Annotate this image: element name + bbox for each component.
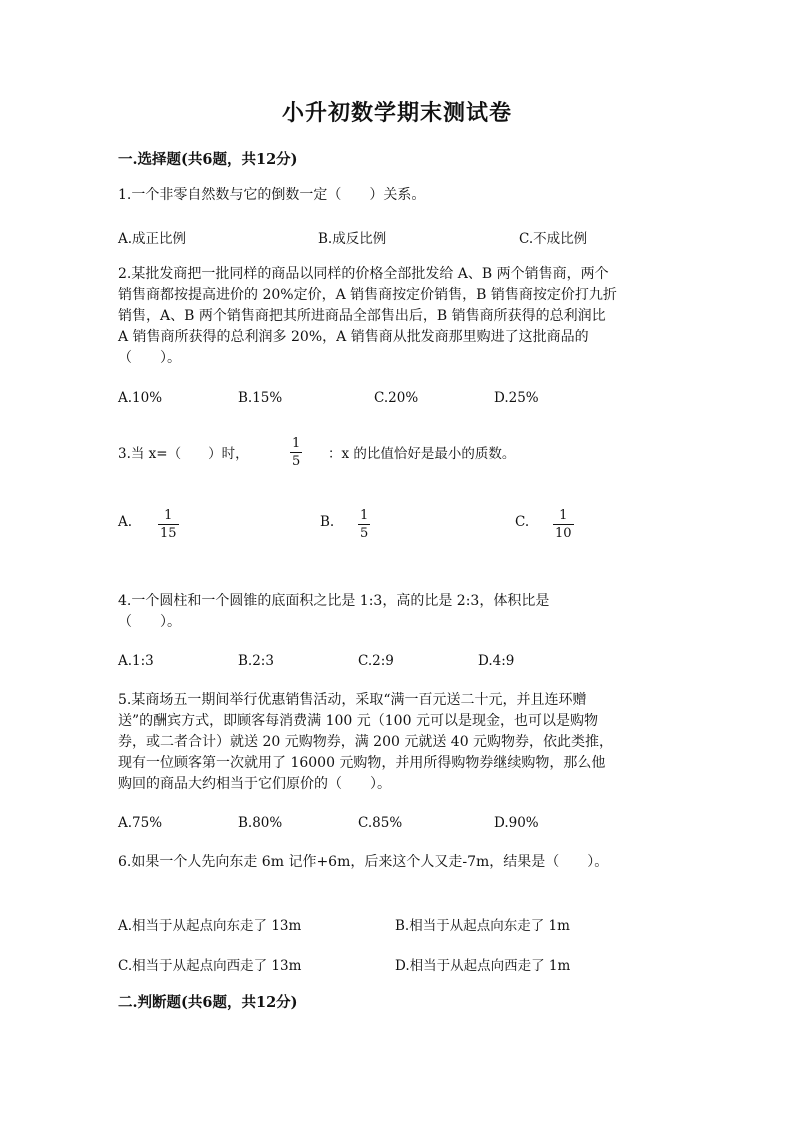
q1-option-a: A.成正比例 xyxy=(118,231,187,247)
q6-option-c: C.相当于从起点向西走了 13m xyxy=(118,958,302,974)
q4-option-c: C.2:9 xyxy=(358,653,394,669)
q4-option-b: B.2:3 xyxy=(238,653,274,669)
q6-option-a: A.相当于从起点向东走了 13m xyxy=(118,918,302,934)
q3-option-a-denominator: 15 xyxy=(160,526,177,541)
q5-option-c: C.85% xyxy=(358,815,403,831)
question-2-line: （ ）。 xyxy=(118,350,181,366)
fraction-bar xyxy=(358,524,370,525)
question-5-line: 现有一位顾客第一次就用了 16000 元购物，并用所得购物券继续购物，那么他 xyxy=(118,755,606,771)
q3-option-b-numerator: 1 xyxy=(360,508,369,523)
question-2-text xyxy=(118,264,678,369)
question-3-prefix: 3.当 x=（ ）时， xyxy=(118,446,249,462)
question-5-line: 购回的商品大约相当于它们原价的（ ）。 xyxy=(118,776,391,792)
question-5-line: 5.某商场五一期间举行优惠销售活动，采取“满一百元送二十元，并且连环赠 xyxy=(118,692,587,708)
q3-option-a-numerator: 1 xyxy=(164,508,173,523)
question-2-line: 销售商都按提高进价的 20%定价，A 销售商按定价销售，B 销售商按定价打九折 xyxy=(118,287,617,303)
q3-option-a-fraction xyxy=(158,508,179,541)
q5-option-d: D.90% xyxy=(494,815,539,831)
q1-option-c: C.不成比例 xyxy=(519,231,588,247)
q5-option-b: B.80% xyxy=(238,815,283,831)
page-title: 小升初数学期末测试卷 xyxy=(281,100,512,126)
fraction-bar xyxy=(553,524,574,525)
q2-option-d: D.25% xyxy=(494,390,539,406)
question-5-text xyxy=(118,690,678,795)
q6-option-b: B.相当于从起点向东走了 1m xyxy=(395,918,570,934)
q3-option-b-fraction xyxy=(358,508,370,541)
q3-option-a-label: A. xyxy=(118,514,133,530)
question-4-line: （ ）。 xyxy=(118,614,181,630)
question-2-line: A 销售商所获得的总利润多 20%，A 销售商从批发商那里购进了这批商品的 xyxy=(118,329,589,345)
q2-option-c: C.20% xyxy=(374,390,419,406)
q3-option-c-fraction xyxy=(553,508,574,541)
q3-option-c-numerator: 1 xyxy=(559,508,568,523)
q3-option-b-label: B. xyxy=(320,514,335,530)
question-4-text xyxy=(118,591,678,633)
q3-fraction xyxy=(290,436,302,469)
q6-option-d: D.相当于从起点向西走了 1m xyxy=(395,958,571,974)
q1-option-b: B.成反比例 xyxy=(318,231,387,247)
q2-option-a: A.10% xyxy=(118,390,163,406)
question-6-text: 6.如果一个人先向东走 6m 记作+6m，后来这个人又走-7m，结果是（ ）。 xyxy=(118,854,609,870)
q5-option-a: A.75% xyxy=(118,815,163,831)
q4-option-d: D.4:9 xyxy=(478,653,515,669)
question-5-line: 送”的酬宾方式，即顾客每消费满 100 元（100 元可以是现金，也可以是购物 xyxy=(118,713,598,729)
question-3-suffix: ：x 的比值恰好是最小的质数。 xyxy=(328,446,516,462)
q3-fraction-denominator: 5 xyxy=(292,454,301,469)
section-heading-choice: 一.选择题(共6题，共12分) xyxy=(118,151,298,168)
question-1-text: 1.一个非零自然数与它的倒数一定（ ）关系。 xyxy=(118,187,426,203)
question-5-line: 券，或二者合计）就送 20 元购物券，满 200 元就送 40 元购物券，依此类推， xyxy=(118,734,614,750)
q3-fraction-numerator: 1 xyxy=(292,436,301,451)
q4-option-a: A.1:3 xyxy=(118,653,154,669)
question-4-line: 4.一个圆柱和一个圆锥的底面积之比是 1:3，高的比是 2:3，体积比是 xyxy=(118,593,550,609)
q3-option-c-label: C. xyxy=(515,514,530,530)
fraction-bar xyxy=(290,452,302,453)
section-heading-judgement: 二.判断题(共6题，共12分) xyxy=(118,994,298,1011)
q3-option-c-denominator: 10 xyxy=(555,526,572,541)
question-2-line: 2.某批发商把一批同样的商品以同样的价格全部批发给 A、B 两个销售商，两个 xyxy=(118,266,609,282)
fraction-bar xyxy=(158,524,179,525)
q3-option-b-denominator: 5 xyxy=(360,526,369,541)
question-2-line: 销售，A、B 两个销售商把其所进商品全部售出后，B 销售商所获得的总利润比 xyxy=(118,308,606,324)
q2-option-b: B.15% xyxy=(238,390,283,406)
